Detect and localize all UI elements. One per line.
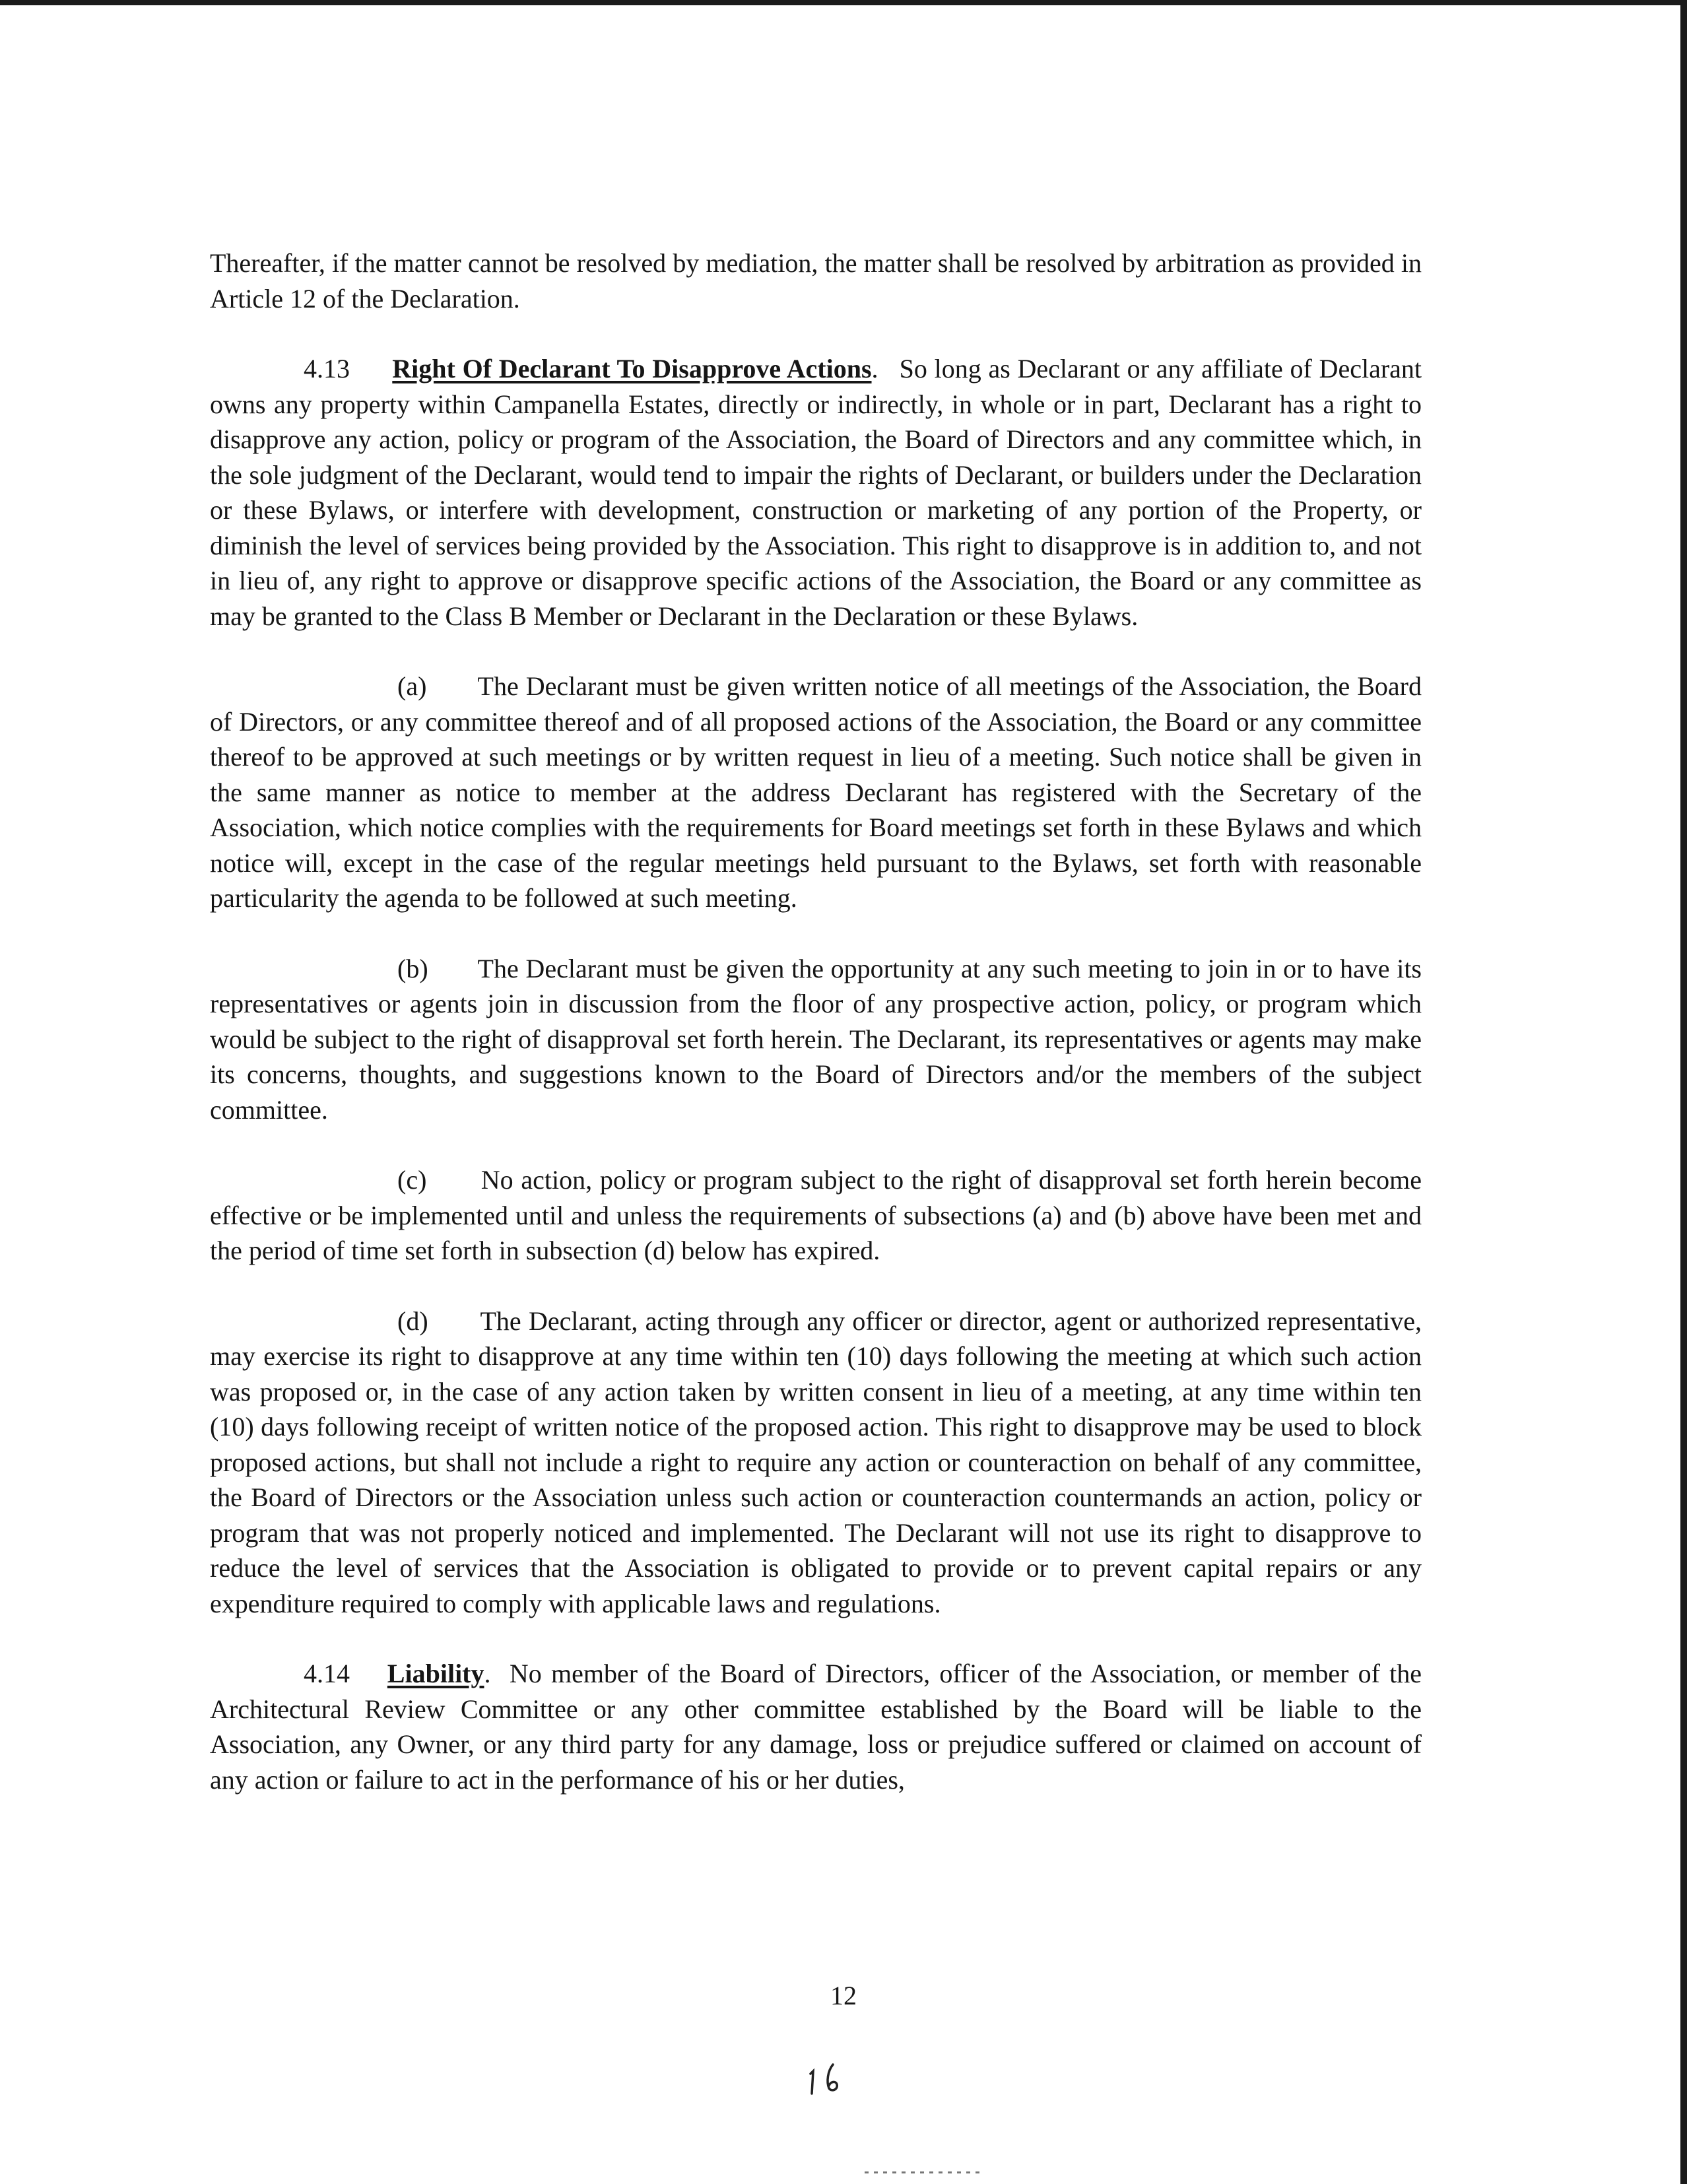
subsection-text: The Declarant, acting through any officer or director, agent or authorized representative, may exercise its right to disapprove at any time within ten (10) days following the meeting at which such action was proposed or, in the case of any action taken by written consent in lieu of a meeting, at any time within ten (10) days following receipt of written notice of the proposed action. This right to disapprove may be used to block proposed actions, but shall not include a right to require any action or counteraction on behalf of any committee, the Board of Directors or the Association unless such action or counteraction countermands an action, policy or program that was not properly noticed and implemented. The Declarant will not use its right to disapprove to reduce the level of services that the Association is obligated to provide or to prevent capital repairs or any expenditure required to comply with applicable laws and regulations.: [210, 1306, 1422, 1618]
subsection-label: (a): [397, 671, 427, 701]
subsection-label: (b): [397, 953, 428, 983]
section-4-14: 4.14 Liability. No member of the Board of Directors, officer of the Association, or member of the Architectural Review Committee or any other committee established by the Board will be liable to the Association, any Owner, or any third party for any damage, loss or prejudice suffered or claimed on account of any action or failure to act in the performance of his or her duties,: [210, 1659, 1422, 1795]
section-heading: Right Of Declarant To Disapprove Actions: [392, 354, 872, 383]
subsection-text: The Declarant must be given written notice of all meetings of the Association, the Board of Directors, or any committee thereof and of all proposed actions of the Association, the Board or any committee thereof to be approved at such meetings or by written request in lieu of a meeting. Such notice shall be given in the same manner as notice to member at the address Declarant has registered with the Secretary of the Association, which notice complies with the requirements for Board meetings set forth in these Bylaws and which notice will, except in the case of the regular meetings held pursuant to the Bylaws, set forth with reasonable particularity the agenda to be followed at such meeting.: [210, 671, 1422, 913]
handwritten-16-icon: [804, 2059, 850, 2099]
scan-edge-right: [1680, 0, 1687, 2184]
section-number: 4.13: [304, 354, 350, 383]
page-number: 12: [830, 1981, 857, 2010]
subsection-c: [210, 1162, 1422, 1269]
scan-artifact: [865, 2171, 983, 2173]
section-number: 4.14: [304, 1659, 350, 1688]
subsection-d: [210, 1304, 1422, 1622]
subsection-text: The Declarant must be given the opportunity at any such meeting to join in or to have its representatives or agents join in discussion from the floor of any prospective action, policy, or program which would be subject to the right of disapproval set forth herein. The Declarant, its representatives or agents may make its concerns, thoughts, and suggestions known to the Board of Directors and/or the members of the subject committee.: [210, 953, 1422, 1125]
subsection-label: (d): [397, 1306, 428, 1336]
subsection-label: (c): [397, 1165, 427, 1195]
section-heading: Liability: [387, 1659, 484, 1688]
section-body: So long as Declarant or any affiliate of Declarant owns any property within Campanella Estates, directly or indirectly, in whole or in part, Declarant has a right to disapprove any action, policy or program of the Association, the Board of Directors and any committee which, in the sole judgment of the Declarant, would tend to impair the rights of Declarant, or builders under the Declaration or these Bylaws, or interfere with development, construction or marketing of any portion of the Property, or diminish the level of services being provided by the Association. This right to disapprove is in addition to, and not in lieu of, any right to approve or disapprove specific actions of the Association, the Board or any committee as may be granted to the Class B Member or Declarant in the Declaration or these Bylaws.: [210, 354, 1422, 631]
scan-edge-top: [0, 0, 1687, 5]
section-body: No member of the Board of Directors, officer of the Association, or member of the Architectural Review Committee or any other committee established by the Board will be liable to the Association, any Owner, or any third party for any damage, loss or prejudice suffered or claimed on account of any action or failure to act in the performance of his or her duties,: [210, 1659, 1422, 1795]
section-4-13: 4.13 Right Of Declarant To Disapprove Actions. So long as Declarant or any affiliate of Declarant owns any property within Campanella Estates, directly or indirectly, in whole or in part, Declarant has a right to disapprove any action, policy or program of the Association, the Board of Directors and any committee which, in the sole judgment of the Declarant, would tend to impair the rights of Declarant, or builders under the Declaration or these Bylaws, or interfere with development, construction or marketing of any portion of the Property, or diminish the level of services being provided by the Association. This right to disapprove is in addition to, and not in lieu of, any right to approve or disapprove specific actions of the Association, the Board or any committee as may be granted to the Class B Member or Declarant in the Declaration or these Bylaws.: [210, 354, 1422, 631]
subsection-text: No action, policy or program subject to the right of disapproval set forth herein become effective or be implemented until and unless the requirements of subsections (a) and (b) above have been met and the period of time set forth in subsection (d) below has expired.: [210, 1165, 1422, 1265]
intro-paragraph: Thereafter, if the matter cannot be resolved by mediation, the matter shall be resolved by arbitration as provided in Article 12 of the Declaration.: [210, 248, 1422, 314]
subsection-b: [210, 951, 1422, 1128]
subsection-a: [210, 669, 1422, 916]
handwritten-page-mark: [804, 2059, 850, 2102]
document-page: [210, 246, 1422, 1797]
